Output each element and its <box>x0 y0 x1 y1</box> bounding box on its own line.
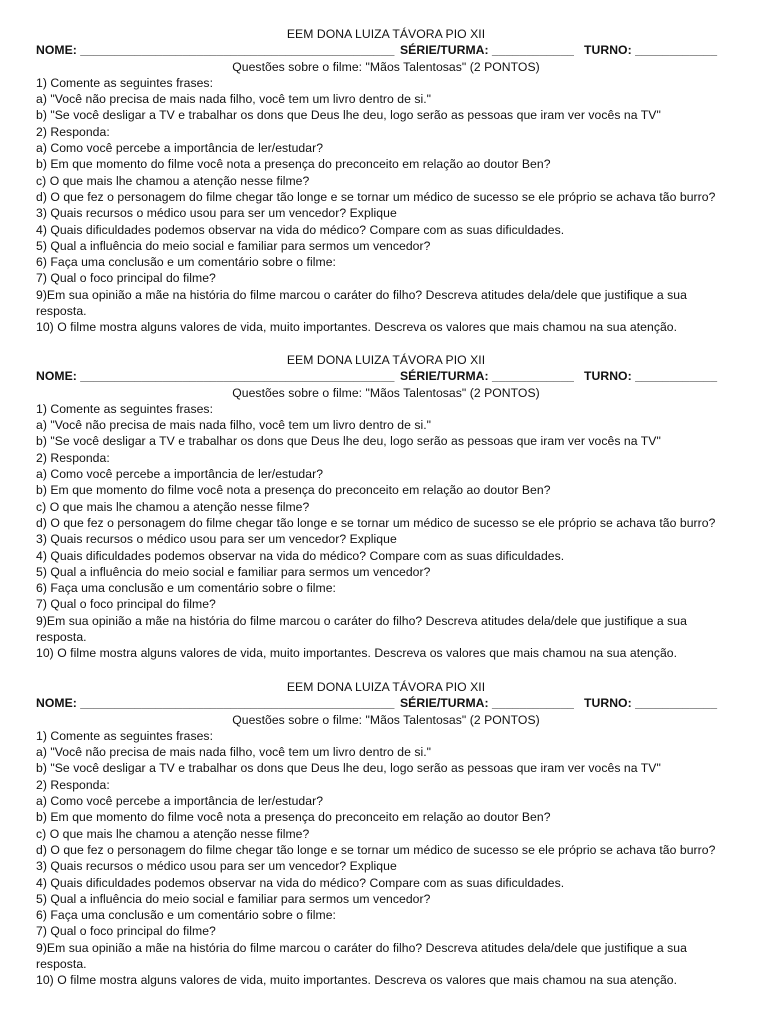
question-6: 6) Faça uma conclusão e um comentário sobre o filme: <box>36 581 336 596</box>
worksheet-subtitle: Questões sobre o filme: "Mãos Talentosas" (2 PONTOS) <box>232 385 540 400</box>
question-1a: a) "Você não precisa de mais nada filho, você tem um livro dentro de si." <box>36 92 432 107</box>
nome-field: NOME: ______________________________________________ <box>36 369 395 384</box>
turno-field: TURNO: ____________ <box>584 369 718 384</box>
question-2: 2) Responda: <box>36 777 110 792</box>
question-5: 5) Qual a influência do meio social e familiar para sermos um vencedor? <box>36 564 431 579</box>
school-name: EEM DONA LUIZA TÁVORA PIO XII <box>286 27 486 41</box>
question-2b: b) Em que momento do filme você nota a presença do preconceito em relação ao doutor Ben? <box>36 810 551 825</box>
question-7: 7) Qual o foco principal do filme? <box>36 597 216 612</box>
question-6: 6) Faça uma conclusão e um comentário sobre o filme: <box>36 255 336 270</box>
question-4: 4) Quais dificuldades podemos observar na vida do médico? Compare com as suas dificuldades. <box>36 222 565 237</box>
question-5: 5) Qual a influência do meio social e familiar para sermos um vencedor? <box>36 891 431 906</box>
question-4: 4) Quais dificuldades podemos observar na vida do médico? Compare com as suas dificuldades. <box>36 548 565 563</box>
question-1b: b) "Se você desligar a TV e trabalhar os dons que Deus lhe deu, logo serão as pessoas que iram ver vocês na TV" <box>36 108 661 123</box>
question-3: 3) Quais recursos o médico usou para ser um vencedor? Explique <box>36 532 397 547</box>
question-9: 9)Em sua opinião a mãe na história do filme marcou o caráter do filho? Descreva atitudes dela/dele que justifique a sua resposta. <box>36 287 687 319</box>
student-info-row <box>36 42 736 58</box>
question-9: 9)Em sua opinião a mãe na história do filme marcou o caráter do filho? Descreva atitudes dela/dele que justifique a sua resposta. <box>36 940 687 972</box>
serie-turma-field: SÉRIE/TURMA: ____________ <box>400 696 574 711</box>
question-10: 10) O filme mostra alguns valores de vida, muito importantes. Descreva os valores que mais chamou na sua atenção. <box>36 320 678 335</box>
worksheet-subtitle: Questões sobre o filme: "Mãos Talentosas" (2 PONTOS) <box>232 59 540 74</box>
question-2b: b) Em que momento do filme você nota a presença do preconceito em relação ao doutor Ben? <box>36 157 551 172</box>
serie-turma-field: SÉRIE/TURMA: ____________ <box>400 369 574 384</box>
question-6: 6) Faça uma conclusão e um comentário sobre o filme: <box>36 908 336 923</box>
worksheet-copy-3 <box>36 679 736 989</box>
student-info-row <box>36 368 736 384</box>
turno-field: TURNO: ____________ <box>584 696 718 711</box>
question-1a: a) "Você não precisa de mais nada filho, você tem um livro dentro de si." <box>36 418 432 433</box>
question-2d: d) O que fez o personagem do filme chegar tão longe e se tornar um médico de sucesso se ele próprio se achava tão burro? <box>36 515 716 530</box>
question-1b: b) "Se você desligar a TV e trabalhar os dons que Deus lhe deu, logo serão as pessoas que iram ver vocês na TV" <box>36 434 661 449</box>
question-1: 1) Comente as seguintes frases: <box>36 75 214 90</box>
question-10: 10) O filme mostra alguns valores de vida, muito importantes. Descreva os valores que mais chamou na sua atenção. <box>36 973 678 988</box>
question-9: 9)Em sua opinião a mãe na história do filme marcou o caráter do filho? Descreva atitudes dela/dele que justifique a sua resposta. <box>36 613 687 645</box>
serie-turma-field: SÉRIE/TURMA: ____________ <box>400 43 574 58</box>
worksheet-subtitle: Questões sobre o filme: "Mãos Talentosas" (2 PONTOS) <box>232 712 540 727</box>
question-1: 1) Comente as seguintes frases: <box>36 401 214 416</box>
question-3: 3) Quais recursos o médico usou para ser um vencedor? Explique <box>36 859 397 874</box>
question-5: 5) Qual a influência do meio social e familiar para sermos um vencedor? <box>36 238 431 253</box>
nome-field: NOME: ______________________________________________ <box>36 696 395 711</box>
question-2d: d) O que fez o personagem do filme chegar tão longe e se tornar um médico de sucesso se ele próprio se achava tão burro? <box>36 842 716 857</box>
question-2a: a) Como você percebe a importância de ler/estudar? <box>36 794 324 809</box>
worksheet-copy-1 <box>36 26 736 336</box>
question-3: 3) Quais recursos o médico usou para ser um vencedor? Explique <box>36 206 397 221</box>
student-info-row <box>36 695 736 711</box>
question-2a: a) Como você percebe a importância de ler/estudar? <box>36 141 324 156</box>
question-2: 2) Responda: <box>36 124 110 139</box>
question-2a: a) Como você percebe a importância de ler/estudar? <box>36 467 324 482</box>
turno-field: TURNO: ____________ <box>584 43 718 58</box>
school-name: EEM DONA LUIZA TÁVORA PIO XII <box>286 680 486 694</box>
question-7: 7) Qual o foco principal do filme? <box>36 271 216 286</box>
question-2: 2) Responda: <box>36 450 110 465</box>
question-1b: b) "Se você desligar a TV e trabalhar os dons que Deus lhe deu, logo serão as pessoas que iram ver vocês na TV" <box>36 761 661 776</box>
nome-field: NOME: ______________________________________________ <box>36 43 395 58</box>
question-4: 4) Quais dificuldades podemos observar na vida do médico? Compare com as suas dificuldades. <box>36 875 565 890</box>
worksheet-copy-2 <box>36 352 736 662</box>
question-10: 10) O filme mostra alguns valores de vida, muito importantes. Descreva os valores que mais chamou na sua atenção. <box>36 646 678 661</box>
question-2c: c) O que mais lhe chamou a atenção nesse filme? <box>36 173 310 188</box>
question-1a: a) "Você não precisa de mais nada filho, você tem um livro dentro de si." <box>36 745 432 760</box>
question-7: 7) Qual o foco principal do filme? <box>36 924 216 939</box>
question-2c: c) O que mais lhe chamou a atenção nesse filme? <box>36 499 310 514</box>
school-name: EEM DONA LUIZA TÁVORA PIO XII <box>286 353 486 367</box>
question-1: 1) Comente as seguintes frases: <box>36 728 214 743</box>
question-2b: b) Em que momento do filme você nota a presença do preconceito em relação ao doutor Ben? <box>36 483 551 498</box>
question-2d: d) O que fez o personagem do filme chegar tão longe e se tornar um médico de sucesso se ele próprio se achava tão burro? <box>36 189 716 204</box>
question-2c: c) O que mais lhe chamou a atenção nesse filme? <box>36 826 310 841</box>
